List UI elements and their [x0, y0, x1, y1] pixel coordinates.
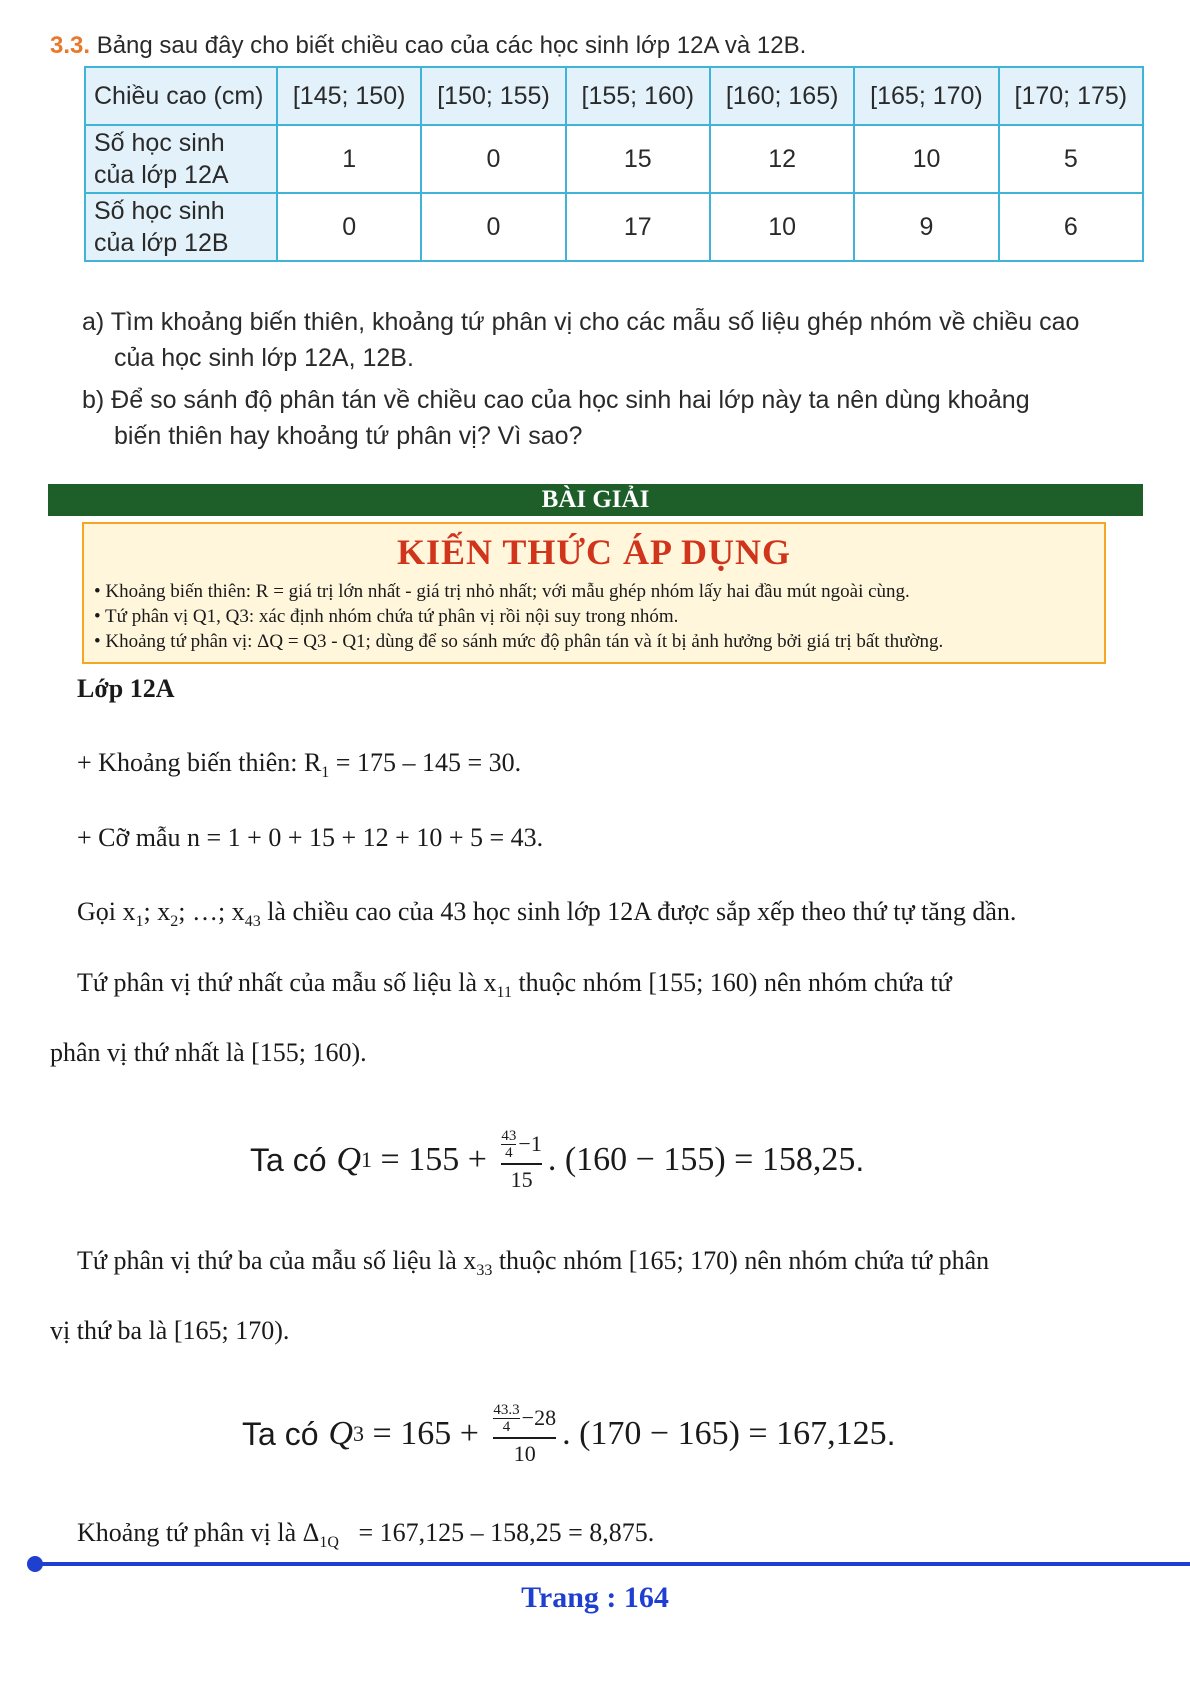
table-cell: 0 — [421, 125, 565, 193]
knowledge-item: • Khoảng tứ phân vị: ΔQ = Q3 - Q1; dùng để so sánh mức độ phân tán và ít bị ảnh hưởng bởi giá trị bất thường. — [94, 631, 944, 652]
ordering-text: ; …; x — [178, 897, 245, 926]
iqr-sub: 1Q — [319, 1534, 339, 1552]
fraction-numerator — [493, 1402, 556, 1437]
table-row — [85, 125, 1143, 193]
range-subscript: 1 — [321, 764, 330, 782]
row-label-line1: Số học sinh — [94, 129, 225, 157]
page-number: Trang : 164 — [521, 1581, 669, 1614]
knowledge-item: • Khoảng biến thiên: R = giá trị lớn nhất - giá trị nhỏ nhất; với mẫu ghép nhóm lấy hai đầu mút ngoài cùng. — [94, 581, 910, 602]
table-row — [85, 193, 1143, 261]
ordering-text: Gọi x — [77, 897, 136, 926]
q1-explanation — [77, 966, 952, 1010]
q3-explanation — [77, 1244, 989, 1288]
table-cell: 5 — [999, 125, 1143, 193]
formula-lhs-sub: 3 — [353, 1421, 365, 1446]
table-header-cell: [160; 165) — [710, 67, 854, 125]
ordering-sub: 1 — [135, 913, 144, 931]
inner-top: 43.3 — [493, 1401, 520, 1418]
ordering-sub: 2 — [170, 913, 179, 931]
range-line — [77, 746, 521, 790]
fraction-denominator: 15 — [510, 1166, 533, 1192]
table-header-cell: [150; 155) — [421, 67, 565, 125]
q3-text: thuộc nhóm [165; 170) nên nhóm chứa tứ phân — [492, 1246, 990, 1275]
formula-eq: = 155 + — [372, 1141, 496, 1178]
problem-number: 3.3. — [50, 32, 91, 59]
problem-block — [50, 28, 1140, 450]
formula-rest: . (160 − 155) = 158,25 — [547, 1141, 856, 1178]
numerator-minus: −28 — [521, 1405, 557, 1430]
knowledge-item: • Tứ phân vị Q1, Q3: xác định nhóm chứa tứ phân vị rồi nội suy trong nhóm. — [94, 606, 679, 627]
q3-text: Tứ phân vị thứ ba của mẫu số liệu là x — [77, 1246, 477, 1275]
inner-bottom: 4 — [505, 1144, 513, 1161]
ordering-text: ; x — [143, 897, 171, 926]
knowledge-box — [82, 522, 1106, 664]
inner-fraction — [501, 1128, 516, 1161]
table-header-cell: [165; 170) — [854, 67, 998, 125]
height-table — [84, 66, 1144, 262]
formula-prefix: Ta có — [250, 1141, 327, 1178]
table-cell: 1 — [277, 125, 421, 193]
table-header-label: Chiều cao (cm) — [85, 67, 277, 125]
problem-statement — [50, 28, 1140, 64]
table-row-label — [85, 193, 277, 261]
question-b-line1: b) Để so sánh độ phân tán về chiều cao của học sinh hai lớp này ta nên dùng khoảng — [82, 386, 1030, 414]
row-label-line2: của lớp 12B — [94, 229, 229, 257]
question-a — [82, 304, 1142, 376]
table-header-row — [85, 67, 1143, 125]
table-row-label — [85, 125, 277, 193]
iqr-text: Khoảng tứ phân vị là Δ — [77, 1518, 320, 1547]
inner-top: 43 — [501, 1127, 517, 1144]
footer-divider — [30, 1562, 1190, 1566]
table-cell: 10 — [710, 193, 854, 261]
problem-text: Bảng sau đây cho biết chiều cao của các học sinh lớp 12A và 12B. — [96, 32, 807, 59]
solution-header: BÀI GIẢI — [48, 484, 1143, 516]
formula-fraction — [493, 1402, 556, 1467]
footer-dot — [27, 1556, 43, 1572]
knowledge-title: KIẾN THỨC ÁP DỤNG — [396, 532, 792, 572]
q1-sub: 11 — [496, 984, 512, 1002]
sample-size-line: + Cỡ mẫu n = 1 + 0 + 15 + 12 + 10 + 5 = 43. — [77, 823, 544, 852]
row-label-line1: Số học sinh — [94, 197, 225, 225]
fraction-denominator: 10 — [513, 1440, 536, 1466]
table-cell: 0 — [421, 193, 565, 261]
row-label-line2: của lớp 12A — [94, 161, 229, 189]
formula-q1 — [250, 1110, 864, 1210]
range-rest: = 175 – 145 = 30. — [329, 748, 522, 777]
ordering-line — [77, 895, 1016, 939]
formula-prefix: Ta có — [242, 1415, 319, 1452]
formula-end: . — [855, 1141, 865, 1178]
question-b-line2: biến thiên hay khoảng tứ phân vị? Vì sao? — [114, 422, 583, 450]
formula-lhs: Q — [328, 1415, 354, 1452]
question-b — [82, 382, 1142, 454]
table-cell: 10 — [854, 125, 998, 193]
table-header-cell: [170; 175) — [999, 67, 1143, 125]
formula-rest: . (170 − 165) = 167,125 — [562, 1415, 887, 1452]
inner-bottom: 4 — [502, 1418, 511, 1435]
formula-q3 — [242, 1384, 895, 1484]
q1-explanation-line2: phân vị thứ nhất là [155; 160). — [50, 1038, 367, 1067]
table-header-cell: [145; 150) — [277, 67, 421, 125]
table-header-cell: [155; 160) — [566, 67, 710, 125]
iqr-rest: = 167,125 – 158,25 = 8,875. — [338, 1518, 655, 1547]
question-a-line2: của học sinh lớp 12A, 12B. — [114, 344, 414, 372]
q3-sub: 33 — [476, 1262, 493, 1280]
formula-eq: = 165 + — [364, 1415, 488, 1452]
inner-fraction — [493, 1402, 519, 1435]
formula-end: . — [886, 1415, 896, 1452]
table-cell: 17 — [566, 193, 710, 261]
numerator-minus: −1 — [518, 1131, 542, 1156]
table-cell: 0 — [277, 193, 421, 261]
iqr-line — [77, 1516, 654, 1560]
q1-text: thuộc nhóm [155; 160) nên nhóm chứa tứ — [511, 968, 952, 997]
ordering-text: là chiều cao của 43 học sinh lớp 12A được sắp xếp theo thứ tự tăng dần. — [260, 897, 1017, 926]
table-cell: 9 — [854, 193, 998, 261]
q1-text: Tứ phân vị thứ nhất của mẫu số liệu là x — [77, 968, 497, 997]
table-cell: 6 — [999, 193, 1143, 261]
table-cell: 12 — [710, 125, 854, 193]
formula-lhs: Q — [336, 1141, 362, 1178]
question-a-line1: a) Tìm khoảng biến thiên, khoảng tứ phân vị cho các mẫu số liệu ghép nhóm về chiều cao — [82, 308, 1080, 336]
q3-explanation-line2: vị thứ ba là [165; 170). — [50, 1316, 290, 1345]
class-title: Lớp 12A — [77, 674, 175, 703]
range-text: + Khoảng biến thiên: R — [77, 748, 322, 777]
table-cell: 15 — [566, 125, 710, 193]
formula-fraction — [501, 1128, 541, 1193]
fraction-numerator — [501, 1128, 541, 1163]
formula-lhs-sub: 1 — [361, 1147, 373, 1172]
ordering-sub: 43 — [244, 913, 261, 931]
